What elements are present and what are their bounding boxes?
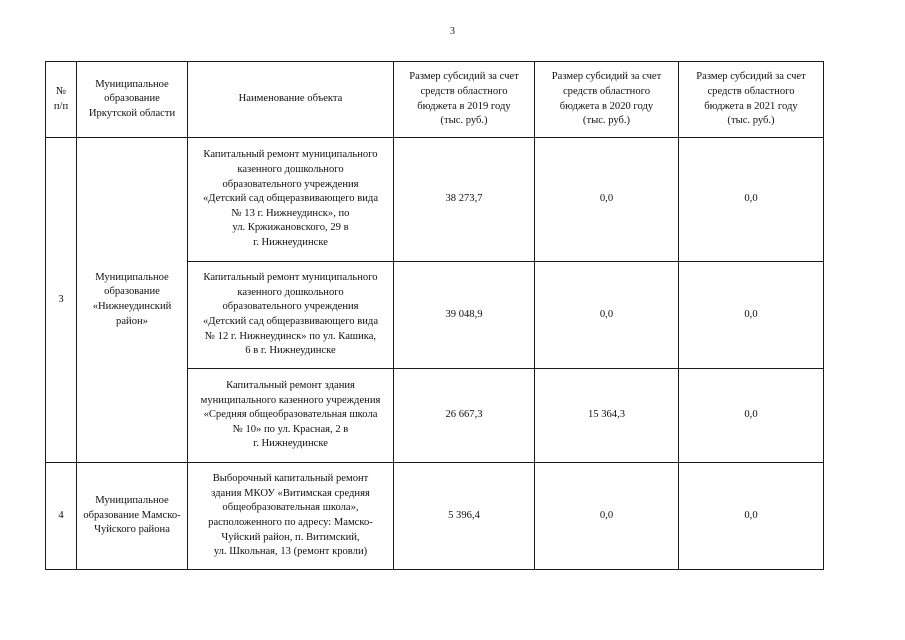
- subsidy-2021-cell: 0,0: [679, 138, 824, 262]
- header-municipality: Муниципальное образование Иркутской области: [77, 62, 188, 138]
- subsidy-2021-cell: 0,0: [679, 262, 824, 369]
- header-subsidy-2021: Размер субсидий за счет средств областного бюджета в 2021 году (тыс. руб.): [679, 62, 824, 138]
- municipality-cell: Муниципальное образование Мамско- Чуйского района: [77, 463, 188, 570]
- header-row: [46, 62, 824, 138]
- header-object-name: Наименование объекта: [188, 62, 394, 138]
- header-subsidy-2019: Размер субсидий за счет средств областного бюджета в 2019 году (тыс. руб.): [394, 62, 535, 138]
- subsidy-2020-cell: 0,0: [535, 262, 679, 369]
- subsidy-2021-cell: 0,0: [679, 369, 824, 463]
- page-number: 3: [450, 26, 455, 37]
- object-name-cell: Капитальный ремонт муниципального казенного дошкольного образовательного учреждения «Детский сад общеразвивающего вида № 13 г. Нижнеудинск», по ул. Кржижановского, 29 в г. Нижнеудинске: [188, 138, 394, 262]
- table-row: [46, 463, 824, 570]
- subsidy-table: [45, 61, 824, 570]
- subsidy-2020-cell: 0,0: [535, 138, 679, 262]
- object-name-cell: Капитальный ремонт муниципального казенного дошкольного образовательного учреждения «Детский сад общеразвивающего вида № 12 г. Нижнеудинск» по ул. Кашика, 6 в г. Нижнеудинске: [188, 262, 394, 369]
- row-number: 3: [46, 138, 77, 463]
- subsidy-2019-cell: 26 667,3: [394, 369, 535, 463]
- header-number: № п/п: [46, 62, 77, 138]
- subsidy-2019-cell: 39 048,9: [394, 262, 535, 369]
- object-name-cell: Капитальный ремонт здания муниципального казенного учреждения «Средняя общеобразовательная школа № 10» по ул. Красная, 2 в г. Нижнеудинске: [188, 369, 394, 463]
- subsidy-2019-cell: 38 273,7: [394, 138, 535, 262]
- subsidy-2021-cell: 0,0: [679, 463, 824, 570]
- subsidy-2019-cell: 5 396,4: [394, 463, 535, 570]
- header-subsidy-2020: Размер субсидий за счет средств областного бюджета в 2020 году (тыс. руб.): [535, 62, 679, 138]
- municipality-cell: Муниципальное образование «Нижнеудинский район»: [77, 138, 188, 463]
- table-row: [46, 138, 824, 262]
- subsidy-2020-cell: 0,0: [535, 463, 679, 570]
- row-number: 4: [46, 463, 77, 570]
- subsidy-2020-cell: 15 364,3: [535, 369, 679, 463]
- object-name-cell: Выборочный капитальный ремонт здания МКОУ «Витимская средняя общеобразовательная школа», расположенного по адресу: Мамско- Чуйский район, п. Витимский, ул. Школьная, 13 (ремонт кровли): [188, 463, 394, 570]
